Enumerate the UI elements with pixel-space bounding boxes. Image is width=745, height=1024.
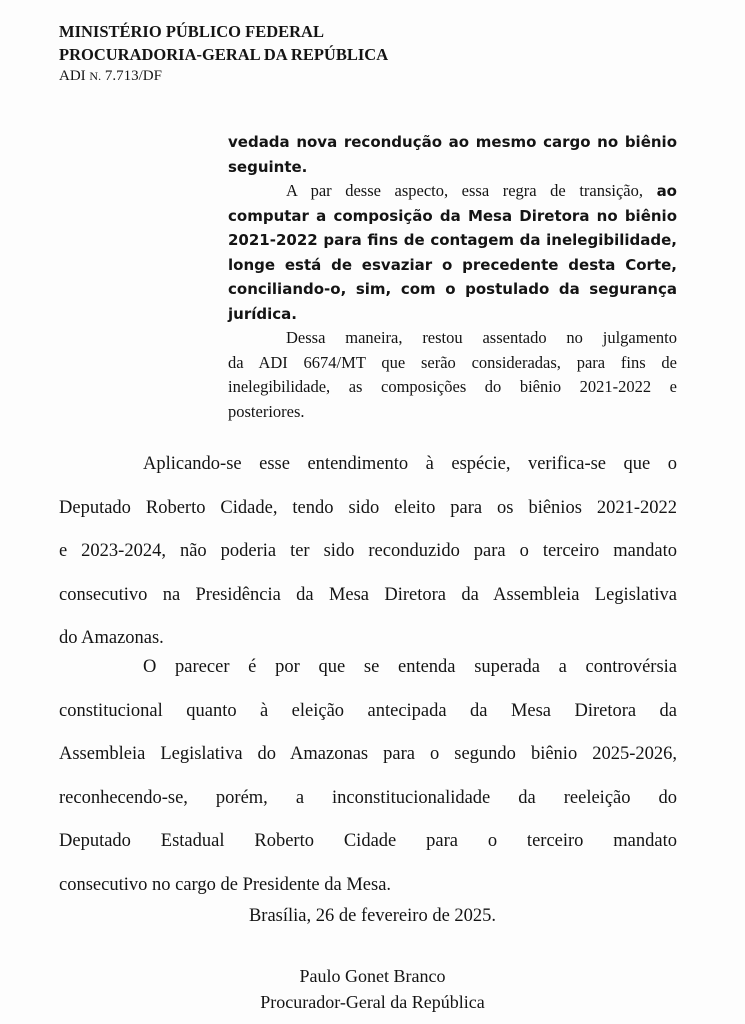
paragraph-application bbox=[59, 443, 677, 661]
quote-line: posteriores. bbox=[228, 401, 305, 421]
quote-line: conciliando-o, sim, com o postulado da segurança bbox=[228, 280, 677, 298]
signer-title: Procurador-Geral da República bbox=[260, 992, 485, 1012]
paragraph-line: consecutivo no cargo de Presidente da Mesa. bbox=[59, 874, 392, 895]
quote-line: longe está de esvaziar o precedente desta Corte, bbox=[228, 255, 677, 274]
block-quote bbox=[228, 130, 677, 424]
signature-block bbox=[0, 963, 745, 1015]
case-reference: ADI N. 7.713/DF bbox=[59, 68, 162, 84]
quote-line: seguinte. bbox=[228, 157, 308, 176]
paragraph-line: consecutivo na Presidência da Mesa Diretora da Assembleia Legislativa bbox=[59, 584, 677, 605]
quote-line: vedada nova recondução ao mesmo cargo no biênio bbox=[228, 133, 677, 151]
paragraph-line: reconhecendo-se, porém, a inconstitucionalidade da reeleição do bbox=[59, 787, 677, 808]
paragraph-line: Assembleia Legislativa do Amazonas para o segundo biênio 2025-2026, bbox=[59, 744, 677, 764]
paragraph-line: e 2023-2024, não poderia ter sido reconduzido para o terceiro mandato bbox=[59, 541, 677, 561]
signer-name: Paulo Gonet Branco bbox=[299, 966, 446, 986]
quote-line: 2021-2022 para fins de contagem da inelegibilidade, bbox=[228, 231, 677, 249]
document-header bbox=[59, 20, 388, 86]
paragraph-line: do Amazonas. bbox=[59, 628, 164, 648]
paragraph-line: constitucional quanto à eleição antecipada da Mesa Diretora da bbox=[59, 700, 677, 721]
quote-line: inelegibilidade, as composições do biênio 2021-2022 e bbox=[228, 377, 677, 396]
institution-name: MINISTÉRIO PÚBLICO FEDERAL bbox=[59, 22, 324, 41]
paragraph-line: Aplicando-se esse entendimento à espécie, verifica-se que o bbox=[143, 454, 677, 474]
quote-line: Dessa maneira, restou assentado no julgamento bbox=[286, 328, 677, 347]
place-date: Brasília, 26 de fevereiro de 2025. bbox=[248, 906, 497, 926]
quote-line: da ADI 6674/MT que serão consideradas, para fins de bbox=[228, 352, 677, 372]
paragraph-line: O parecer é por que se entenda superada a controvérsia bbox=[143, 657, 677, 677]
paragraph-line: Deputado Estadual Roberto Cidade para o terceiro mandato bbox=[59, 831, 677, 851]
paragraph-opinion bbox=[59, 646, 677, 907]
paragraph-line: Deputado Roberto Cidade, tendo sido eleito para os biênios 2021-2022 bbox=[59, 497, 677, 518]
quote-line: computar a composição da Mesa Diretora no biênio bbox=[228, 206, 677, 225]
quote-line: jurídica. bbox=[228, 304, 297, 323]
quote-line: A par desse aspecto, essa regra de transição, ao bbox=[286, 181, 677, 200]
office-name: PROCURADORIA-GERAL DA REPÚBLICA bbox=[59, 45, 389, 64]
